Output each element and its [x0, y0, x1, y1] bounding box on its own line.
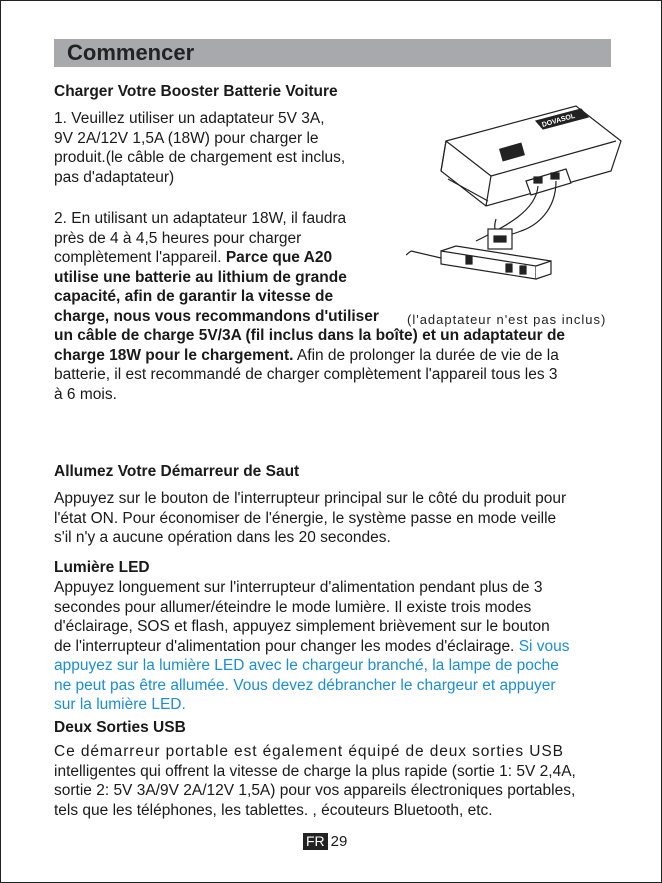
text-line: produit.(le câble de chargement est inclus,: [54, 149, 346, 166]
blue-text-line: ne peut pas être allumée. Vous devez débrancher le chargeur et appuyer: [54, 676, 556, 694]
section-header-bar: [54, 39, 611, 67]
language-badge: FR: [303, 833, 328, 850]
bold-text-run: Parce que A20: [225, 249, 333, 266]
page-number: 29: [330, 833, 348, 850]
blue-text-line: sur la lumière LED.: [54, 696, 186, 713]
bold-text-line: un câble de charge 5V/3A (fil inclus dans la boîte) et un adaptateur de: [54, 327, 566, 344]
power-on-paragraph: [54, 489, 654, 548]
text-line: 1. Veuillez utiliser un adaptateur 5V 3A,: [54, 110, 325, 127]
bold-text-line: capacité, afin de garantir la vitesse de: [54, 288, 334, 305]
text-line: sortie 2: 5V 3A/9V 2A/12V 1,5A) pour vos appareils électroniques portables,: [54, 782, 576, 799]
text-line: secondes pour allumer/éteindre le mode lumière. Il existe trois modes: [54, 598, 532, 616]
section-title-usb-outputs: Deux Sorties USB: [54, 719, 186, 736]
bold-text-line: utilise une batterie au lithium de grande: [54, 268, 347, 286]
bold-text-run: charge 18W pour le chargement.: [54, 346, 294, 364]
section-title-charging: Charger Votre Booster Batterie Voiture: [54, 83, 338, 100]
text-line: intelligentes qui offrent la vitesse de charge la plus rapide (sortie 1: 5V 2,4A,: [54, 762, 576, 780]
page-title: Commencer: [67, 40, 195, 65]
text-line: 9V 2A/12V 1,5A (18W) pour charger le: [54, 129, 319, 147]
text-line: batterie, il est recommandé de charger complètement l'appareil tous les 3: [54, 366, 558, 383]
text-line: 2. En utilisant un adaptateur 18W, il faudra: [54, 210, 347, 227]
device-brand-label: DOVASOL: [541, 112, 577, 129]
usb-outputs-paragraph: [54, 742, 654, 820]
text-line: à 6 mois.: [54, 385, 117, 403]
text-line: Appuyez sur le bouton de l'interrupteur principal sur le côté du produit pour: [54, 490, 567, 507]
text-line: Appuyez longuement sur l'interrupteur d'alimentation pendant plus de 3: [54, 579, 543, 596]
text-line: d'éclairage, SOS et flash, appuyez simplement brièvement sur le bouton: [54, 618, 550, 635]
page-footer: [303, 833, 347, 850]
blue-text-run: Si vous: [518, 637, 570, 655]
section-title-led-light: Lumière LED: [54, 559, 150, 576]
text-run: complètement l'appareil.: [54, 249, 226, 266]
text-line: pas d'adaptateur): [54, 168, 175, 186]
text-line: tels que les téléphones, les tablettes. , écouteurs Bluetooth, etc.: [54, 801, 493, 819]
text-line: Ce démarreur portable est également équipé de deux sorties USB: [54, 743, 564, 760]
jump-starter-charging-illustration: [406, 101, 636, 306]
section-title-power-on: Allumez Votre Démarreur de Saut: [54, 463, 300, 480]
text-run: Afin de prolonger la durée de vie de la: [293, 346, 559, 364]
led-light-paragraph: [54, 578, 654, 715]
text-line: près de 4 à 4,5 heures pour charger: [54, 229, 302, 247]
text-line: [54, 346, 654, 366]
charging-step-1: [54, 109, 345, 187]
text-line: s'il n'y a aucune opération dans les 20 secondes.: [54, 529, 391, 546]
text-line: l'état ON. Pour économiser de l'énergie, le système passe en mode veille: [54, 509, 557, 527]
illustration-caption: (l'adaptateur n'est pas inclus): [407, 312, 607, 327]
text-line: [54, 637, 654, 657]
bold-text-line: charge, nous vous recommandons d'utiliser: [54, 307, 379, 325]
text-run: de l'interrupteur d'alimentation pour changer les modes d'éclairage.: [54, 637, 519, 655]
blue-text-line: appuyez sur la lumière LED avec le chargeur branché, la lampe de poche: [54, 657, 559, 674]
